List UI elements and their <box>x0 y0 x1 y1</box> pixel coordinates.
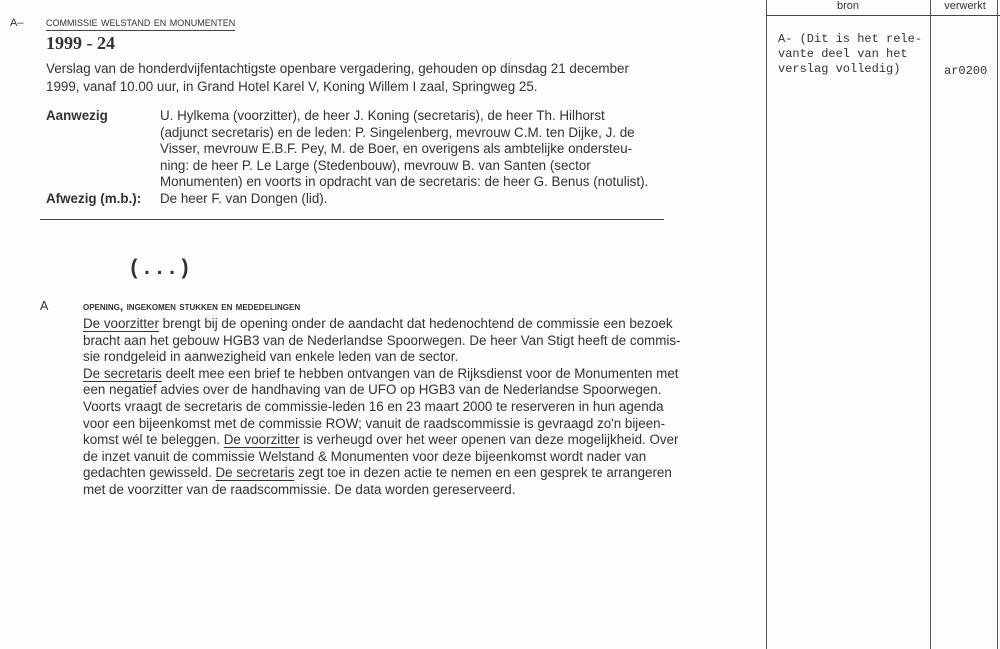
table-border <box>930 0 931 649</box>
present-line: ning: de heer P. Le Large (Stedenbouw), mevrouw B. van Santen (sector <box>160 157 591 173</box>
line-text: brengt bij de opening onder de aandacht dat hedenochtend de commissie een bezoek <box>158 316 673 331</box>
paragraph-line <box>83 449 646 464</box>
line-text: zegt toe in dezen actie te nemen en een gesprek te arrangeren <box>294 465 672 481</box>
section-letter: A <box>40 299 49 313</box>
section-heading: opening, ingekomen stukken en mededelingen <box>83 299 301 313</box>
line-text: met de voorzitter van de raadscommissie. De data worden gereserveerd. <box>83 482 516 497</box>
speaker-role: De voorzitter <box>223 432 300 448</box>
present-line: U. Hylkema (voorzitter), de heer J. Koning (secretaris), de heer Th. Hilhorst <box>160 108 605 123</box>
intro-line: 1999, vanaf 10.00 uur, in Grand Hotel Karel V, Koning Willem I zaal, Springweg 25. <box>46 79 538 94</box>
margin-mark: A– <box>10 17 24 29</box>
line-text: gedachten gewisseld. <box>83 465 216 481</box>
paragraph-line <box>83 482 515 497</box>
absent-text: De heer F. van Dongen (lid). <box>160 191 328 206</box>
source-note-line: vante deel van het <box>778 47 908 61</box>
line-text: is verheugd over het weer openen van deze mogelijkheid. Over <box>299 432 679 448</box>
paragraph-line <box>83 382 661 397</box>
paragraph-line <box>83 316 673 331</box>
column-header-processed: verwerkt <box>944 0 986 12</box>
table-border <box>997 0 998 649</box>
source-note-line: A- (Dit is het rele- <box>778 32 923 46</box>
line-text: een negatief advies over de handhaving van de UFO op HGB3 van de Nederlandse Spoorwegen. <box>83 382 662 398</box>
present-line: (adjunct secretaris) en de leden: P. Singelenberg, mevrouw C.M. ten Dijke, J. de <box>160 124 635 140</box>
absent-label: Afwezig (m.b.): <box>46 191 142 206</box>
column-header-source: bron <box>836 0 860 12</box>
processed-code: ar0200 <box>944 64 988 78</box>
paragraph-line <box>83 366 679 381</box>
paragraph-line <box>83 465 672 480</box>
line-text: Voorts vraagt de secretaris de commissie-leden 16 en 23 maart 2000 te reserveren in hun agenda <box>83 399 664 414</box>
speaker-role: De voorzitter <box>83 316 159 331</box>
paragraph-line <box>83 333 680 348</box>
speaker-role: De secretaris <box>83 365 162 381</box>
source-note-line: verslag volledig) <box>778 62 901 76</box>
speaker-role: De secretaris <box>215 465 295 481</box>
paragraph-line <box>83 399 664 414</box>
paragraph-line <box>83 432 678 447</box>
meeting-number: 1999 - 24 <box>46 33 115 53</box>
present-line: Monumenten) en voorts in opdracht van de secretaris: de heer G. Benus (notulist). <box>160 174 649 190</box>
line-text: komst wél te beleggen. <box>83 432 224 448</box>
omission-ellipsis: (...) <box>128 258 192 281</box>
line-text: voor een bijeenkomst met de commissie ROW; vanuit de raadscommissie is gevraagd zo'n bijeen- <box>83 415 666 431</box>
line-text: de inzet vanuit de commissie Welstand & Monumenten voor deze bijeenkomst wordt nader van <box>83 448 647 464</box>
line-text: deelt mee een brief te hebben ontvangen van de Rijksdienst voor de Monumenten met <box>161 365 679 381</box>
present-label: Aanwezig <box>46 108 108 123</box>
paragraph-line <box>83 349 458 364</box>
present-line: Visser, mevrouw E.B.F. Pey, M. de Boer, en overigens als ambtelijke ondersteu- <box>160 141 633 157</box>
committee-title: commissie welstand en monumenten <box>46 15 236 29</box>
line-text: bracht aan het gebouw HGB3 van de Nederlandse Spoorwegen. De heer Van Stigt heeft de commis- <box>83 332 681 348</box>
paragraph-line <box>83 416 665 431</box>
table-header-rule <box>766 15 1000 16</box>
line-text: sie rondgeleid in aanwezigheid van enkele leden van de sector. <box>83 349 459 365</box>
divider <box>40 219 664 220</box>
intro-line: Verslag van de honderdvijfentachtigste openbare vergadering, gehouden op dinsdag 21 december <box>46 61 629 76</box>
table-border <box>766 0 767 649</box>
